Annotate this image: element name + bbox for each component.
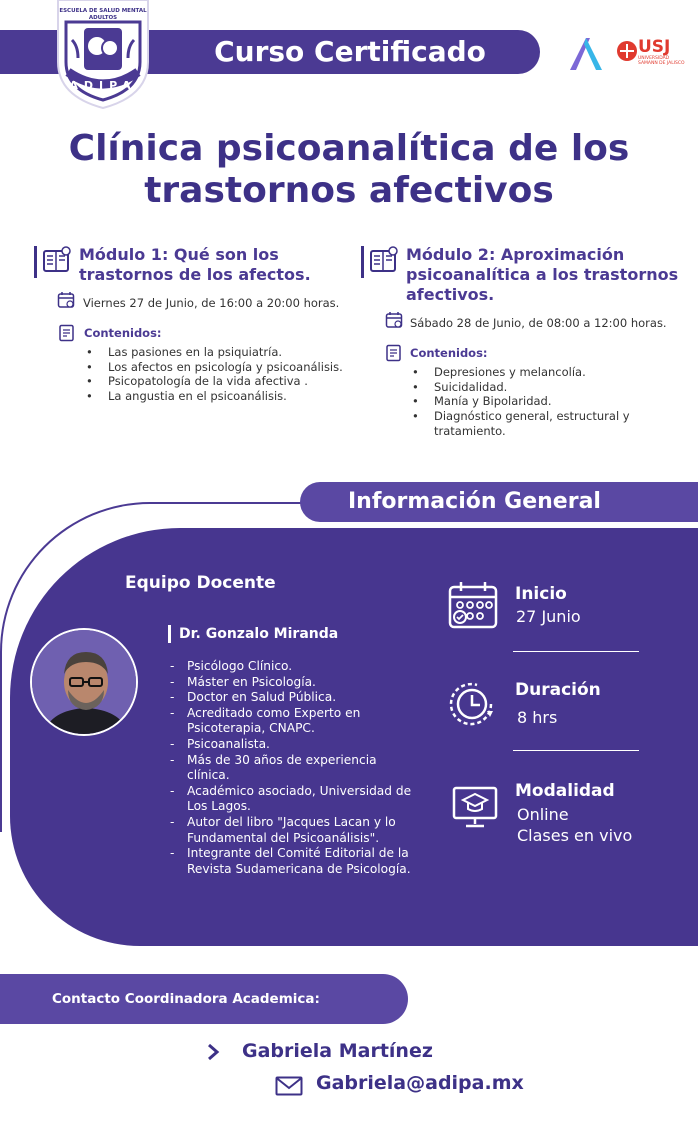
module-book-icon bbox=[369, 245, 399, 275]
mail-icon bbox=[275, 1076, 303, 1096]
module1-contents-label: Contenidos: bbox=[84, 326, 162, 340]
course-type: Curso Certificado bbox=[214, 35, 486, 68]
list-item: - Psicólogo Clínico. bbox=[168, 659, 418, 675]
mode-value-online: Online bbox=[517, 805, 569, 824]
list-item: • Las pasiones en la psiquiatría. bbox=[84, 345, 364, 360]
module1-bar bbox=[34, 246, 37, 278]
list-item: - Doctor en Salud Pública. bbox=[168, 690, 418, 706]
divider bbox=[513, 651, 639, 652]
start-label: Inicio bbox=[515, 584, 567, 604]
list-item: - Integrante del Comité Editorial de la Revista Sudamericana de Psicología. bbox=[168, 846, 418, 877]
school-brand: ADIPA bbox=[69, 79, 137, 92]
partner-sun-icon bbox=[616, 40, 638, 62]
start-value: 27 Junio bbox=[516, 607, 581, 626]
list-item: • Psicopatología de la vida afectiva . bbox=[84, 374, 364, 389]
online-class-icon bbox=[452, 782, 498, 830]
list-item: - Acreditado como Experto en Psicoterapia, CNAPC. bbox=[168, 706, 418, 737]
list-item: - Más de 30 años de experiencia clínica. bbox=[168, 753, 418, 784]
course-title bbox=[40, 128, 658, 212]
mode-value-live: Clases en vivo bbox=[517, 826, 633, 845]
team-title: Equipo Docente bbox=[125, 573, 276, 593]
module2-bar bbox=[361, 246, 364, 278]
calendar-icon bbox=[385, 311, 403, 329]
calendar-icon bbox=[447, 580, 499, 632]
mode-label: Modalidad bbox=[515, 781, 615, 801]
module2-contents-label: Contenidos: bbox=[410, 346, 488, 360]
duration-value: 8 hrs bbox=[517, 708, 558, 727]
teacher-name: Dr. Gonzalo Miranda bbox=[168, 625, 338, 643]
title-line1: Clínica psicoanalítica de los bbox=[68, 128, 630, 169]
clock-icon bbox=[447, 679, 499, 729]
teacher-credentials bbox=[168, 659, 418, 877]
module2-title: Módulo 2: Aproximación psicoanalítica a los trastornos afectivos. bbox=[406, 245, 679, 304]
list-item: • Manía y Bipolaridad. bbox=[410, 394, 660, 409]
school-line2: ADULTOS bbox=[88, 15, 118, 21]
list-item: - Máster en Psicología. bbox=[168, 675, 418, 691]
title-line2: trastornos afectivos bbox=[144, 170, 554, 211]
adipa-logo bbox=[54, 0, 152, 110]
module1-contents-list bbox=[84, 345, 364, 404]
calendar-icon bbox=[57, 291, 75, 309]
info-section-title: Información General bbox=[300, 482, 698, 522]
duration-label: Duración bbox=[515, 680, 601, 700]
divider bbox=[513, 750, 639, 751]
partner-name: USJ bbox=[638, 37, 671, 57]
list-item: • Los afectos en psicología y psicoanálisis. bbox=[84, 360, 364, 375]
list-item: - Psicoanalista. bbox=[168, 737, 418, 753]
partner-logos bbox=[566, 34, 690, 74]
module2-date: Sábado 28 de Junio, de 08:00 a 12:00 horas. bbox=[410, 316, 667, 330]
module1-date: Viernes 27 de Junio, de 16:00 a 20:00 horas. bbox=[83, 296, 340, 310]
list-item: - Académico asociado, Universidad de Los Lagos. bbox=[168, 784, 418, 815]
contact-label: Contacto Coordinadora Academica: bbox=[0, 974, 408, 1024]
contact-name: Gabriela Martínez bbox=[242, 1040, 433, 1062]
list-item: • La angustia en el psicoanálisis. bbox=[84, 389, 364, 404]
contents-doc-icon bbox=[385, 344, 403, 362]
partner-sub: UNIVERSIDAD SAMANN DE JALISCO bbox=[638, 56, 685, 66]
contact-email[interactable]: Gabriela@adipa.mx bbox=[316, 1072, 524, 1094]
list-item: • Depresiones y melancolía. bbox=[410, 365, 660, 380]
list-item: • Suicidalidad. bbox=[410, 380, 660, 395]
module2-contents-list bbox=[410, 365, 660, 439]
module-book-icon bbox=[42, 245, 72, 275]
school-line1: ESCUELA DE SALUD MENTAL bbox=[59, 8, 147, 14]
contents-doc-icon bbox=[58, 324, 76, 342]
teacher-avatar bbox=[30, 628, 138, 736]
list-item: - Autor del libro "Jacques Lacan y lo Fundamental del Psicoanálisis". bbox=[168, 815, 418, 846]
module1-title: Módulo 1: Qué son los trastornos de los afectos. bbox=[79, 245, 311, 284]
list-item: • Diagnóstico general, estructural y tratamiento. bbox=[410, 409, 660, 438]
chevron-right-icon bbox=[205, 1043, 221, 1061]
partner-a-icon bbox=[566, 34, 606, 74]
